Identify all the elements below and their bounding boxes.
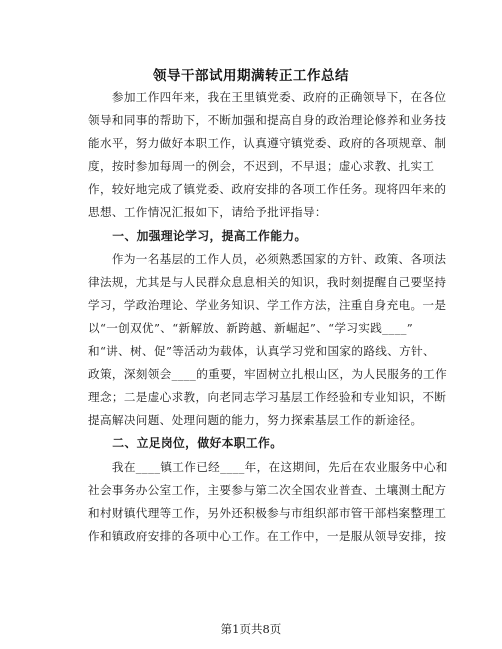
- body-line: 作和镇政府安排的各项中心工作。在工作中，一是服从领导安排，按: [88, 528, 447, 543]
- body-line: 律法规，尤其是与人民群众息息相关的知识，我时刻提醒自己要坚持: [88, 274, 447, 289]
- body-line: 学习，学政治理论、学业务知识、学工作方法，注重自身充电。一是: [88, 297, 447, 312]
- body-line: 思想、工作情况汇报如下，请给予批评指导：: [88, 205, 327, 220]
- body-line: 和“讲、树、促”等活动为载体，认真学习党和国家的路线、方针、: [88, 344, 435, 359]
- section-heading: 二、立足岗位，做好本职工作。: [88, 436, 283, 451]
- body-line: 作，较好地完成了镇党委、政府安排的各项工作任务。现将四年来的: [88, 182, 447, 197]
- body-line: 提高解决问题、处理问题的能力，努力探索基层工作的新途径。: [88, 413, 423, 428]
- body-line: 政策，深刻领会____的重要，牢固树立扎根山区，为人民服务的工作: [88, 367, 448, 382]
- section-heading: 一、加强理论学习，提高工作能力。: [88, 228, 307, 243]
- page-number: 第1页共8页: [220, 622, 282, 636]
- body-line: 社会事务办公室工作，主要参与第二次全国农业普查、土壤测土配方: [88, 482, 447, 497]
- body-line: 理念；二是虚心求教，向老同志学习基层工作经验和专业知识，不断: [88, 390, 447, 405]
- body-line: 和村财镇代理等工作，另外还积极参与市组织部市管干部档案整理工: [88, 505, 447, 520]
- document-title: 领导干部试用期满转正工作总结: [153, 68, 349, 84]
- body-line: 领导和同事的帮助下，不断加强和提高自身的政治理论修养和业务技: [88, 113, 447, 128]
- body-line: 以“一创双优”、“新解放、新跨越、新崛起”、“学习实践____”: [88, 320, 414, 335]
- body-line: 作为一名基层的工作人员，必须熟悉国家的方针、政策、各项法: [88, 251, 447, 266]
- body-line: 参加工作四年来，我在王里镇党委、政府的正确领导下，在各位: [88, 90, 447, 104]
- body-line: 能水平，努力做好本职工作，认真遵守镇党委、政府的各项规章、制: [88, 136, 447, 151]
- body-line: 度，按时参加每周一的例会，不迟到，不早退；虚心求教、扎实工: [88, 159, 435, 174]
- document-body: [88, 86, 448, 548]
- body-line: 我在____镇工作已经____年，在这期间，先后在农业服务中心和: [88, 459, 448, 474]
